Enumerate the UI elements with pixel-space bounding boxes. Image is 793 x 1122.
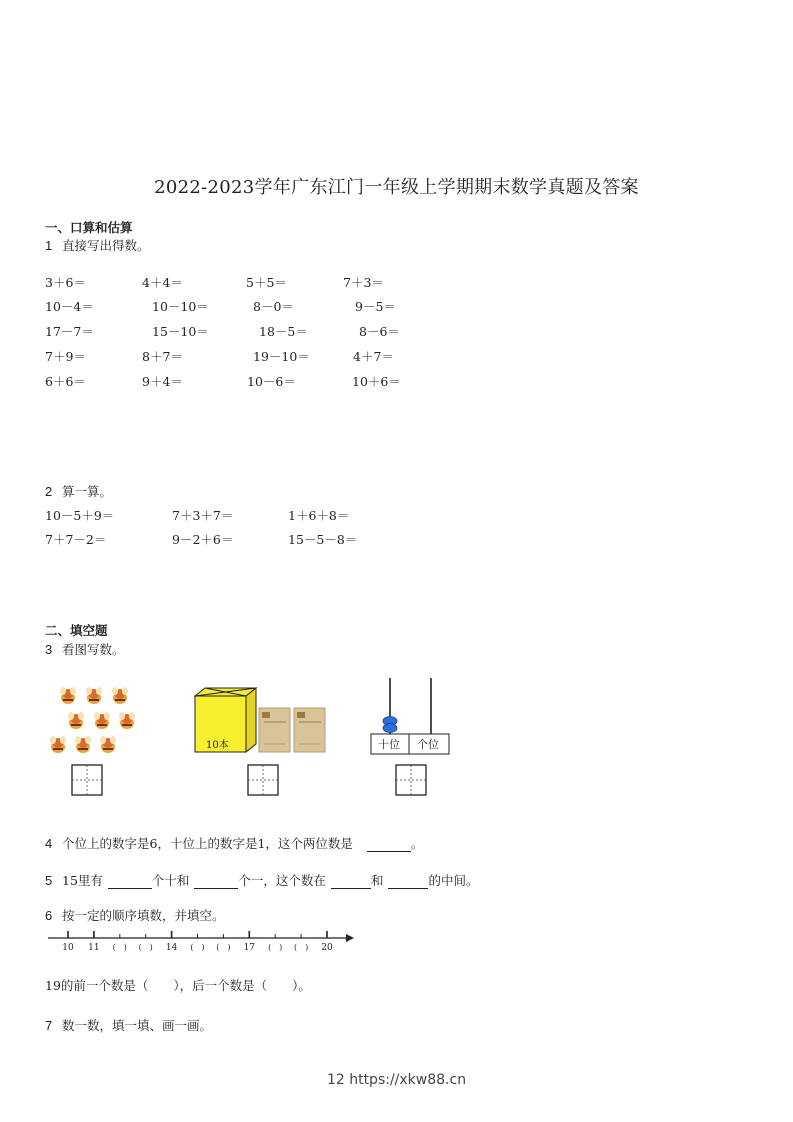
question-number: 2: [45, 484, 53, 499]
equation: 4＋4＝: [142, 275, 183, 290]
answer-blank[interactable]: [194, 874, 238, 889]
writing-grid-box[interactable]: [395, 764, 427, 796]
equation: 19－10＝: [253, 349, 310, 364]
number-line-label: 14: [165, 943, 178, 953]
bee-icon: [50, 736, 66, 753]
section-heading-2: 二、填空题: [45, 623, 108, 638]
equation: 10－4＝: [45, 299, 94, 314]
number-line-blank[interactable]: ( ): [293, 943, 309, 952]
equation: 9－2＋6＝: [172, 532, 234, 547]
question-text: 按一定的顺序填数，并填空。: [62, 908, 225, 923]
abacus-illustration: [366, 676, 454, 758]
question-text: 和: [370, 873, 384, 888]
bee-icon: [119, 712, 135, 729]
bee-icon: [112, 687, 128, 704]
page-title: 2022-2023学年广东江门一年级上学期期末数学真题及答案: [154, 177, 639, 198]
abacus-bead: [383, 724, 397, 733]
answer-blank[interactable]: [367, 837, 411, 852]
equation: 7＋7－2＝: [45, 532, 107, 547]
question-text: 个位上的数字是6，十位上的数字是1，这个两位数是: [62, 836, 353, 851]
question-text: 看图写数。: [62, 642, 125, 657]
equation: 10－10＝: [152, 299, 209, 314]
equation: 7＋3＋7＝: [172, 508, 234, 523]
number-line-label: 11: [88, 943, 100, 953]
bee-icon: [60, 687, 76, 704]
question-number: 7: [45, 1018, 53, 1033]
question-7-heading: [45, 1016, 212, 1034]
number-line-blank[interactable]: ( ): [190, 943, 205, 952]
answer-blank[interactable]: [331, 874, 371, 889]
bee-icon: [86, 687, 102, 704]
number-line-blank[interactable]: ( ): [216, 943, 231, 952]
equation: 9－5＝: [355, 299, 396, 314]
question-text: 15里有: [62, 873, 103, 888]
number-line-blank[interactable]: ( ): [138, 943, 153, 952]
number-line-blank[interactable]: ( ): [112, 943, 127, 952]
question-6-followup: 19的前一个数是（ ），后一个数是（ ）。: [45, 978, 311, 993]
writing-grid-box[interactable]: [247, 764, 279, 796]
equation: 10＋6＝: [352, 374, 401, 389]
number-line-label: 10: [62, 943, 74, 953]
question-text: 算一算。: [62, 484, 113, 499]
question-number: 5: [45, 873, 53, 888]
equation: 18－5＝: [259, 324, 308, 339]
bee-icon: [94, 712, 110, 729]
equation: 1＋6＋8＝: [288, 508, 350, 523]
writing-grid-box[interactable]: [71, 764, 103, 796]
page-footer: 12 https://xkw88.cn: [326, 1072, 467, 1088]
equation: 15－5－8＝: [288, 532, 358, 547]
number-line: [46, 928, 356, 956]
equation: 8＋7＝: [142, 349, 183, 364]
question-text: 个十和: [151, 873, 190, 888]
question-6-heading: [45, 906, 225, 924]
equation: 8－0＝: [253, 299, 294, 314]
equation: 15－10＝: [152, 324, 209, 339]
question-number: 4: [45, 836, 53, 851]
question-5: [45, 871, 478, 889]
equation: 7＋3＝: [343, 275, 384, 290]
question-number: 6: [45, 908, 53, 923]
bee-icon: [100, 736, 116, 753]
equation: 10－5＋9＝: [45, 508, 115, 523]
question-text: 个一，这个数在: [238, 873, 326, 888]
question-text: 数一数，填一填、画一画。: [62, 1018, 213, 1033]
equation: 3＋6＝: [45, 275, 86, 290]
question-1-heading: [45, 236, 150, 254]
arrow-right-icon: [346, 934, 354, 942]
abacus-tens-label: 十位: [378, 738, 400, 751]
equation: 8－6＝: [359, 324, 400, 339]
equation: 17－7＝: [45, 324, 94, 339]
equation: 9＋4＝: [142, 374, 183, 389]
question-text: 的中间。: [428, 873, 479, 888]
question-text: 直接写出得数。: [62, 238, 150, 253]
question-text-end: 。: [410, 836, 424, 851]
bee-icon: [75, 736, 91, 753]
book-box-illustration: [192, 686, 332, 756]
equation: 7＋9＝: [45, 349, 86, 364]
question-2-heading: [45, 482, 112, 500]
box-label: 10本: [206, 740, 229, 751]
answer-blank[interactable]: [388, 874, 428, 889]
book-icon: [259, 708, 290, 752]
equation: 5＋5＝: [246, 275, 287, 290]
number-line-label: 17: [243, 943, 256, 953]
section-heading-1: 一、口算和估算: [45, 220, 133, 235]
question-3-heading: [45, 640, 125, 658]
answer-blank[interactable]: [108, 874, 152, 889]
question-number: 3: [45, 642, 53, 657]
number-line-label: 20: [321, 943, 333, 953]
book-icon: [294, 708, 325, 752]
equation: 6＋6＝: [45, 374, 86, 389]
equation: 4＋7＝: [353, 349, 394, 364]
equation: 10－6＝: [247, 374, 296, 389]
abacus-ones-label: 个位: [417, 738, 439, 751]
question-number: 1: [45, 238, 53, 253]
question-4: [45, 834, 423, 852]
bee-group-illustration: [46, 684, 141, 762]
bee-icon: [68, 712, 84, 729]
number-line-blank[interactable]: ( ): [268, 943, 283, 952]
